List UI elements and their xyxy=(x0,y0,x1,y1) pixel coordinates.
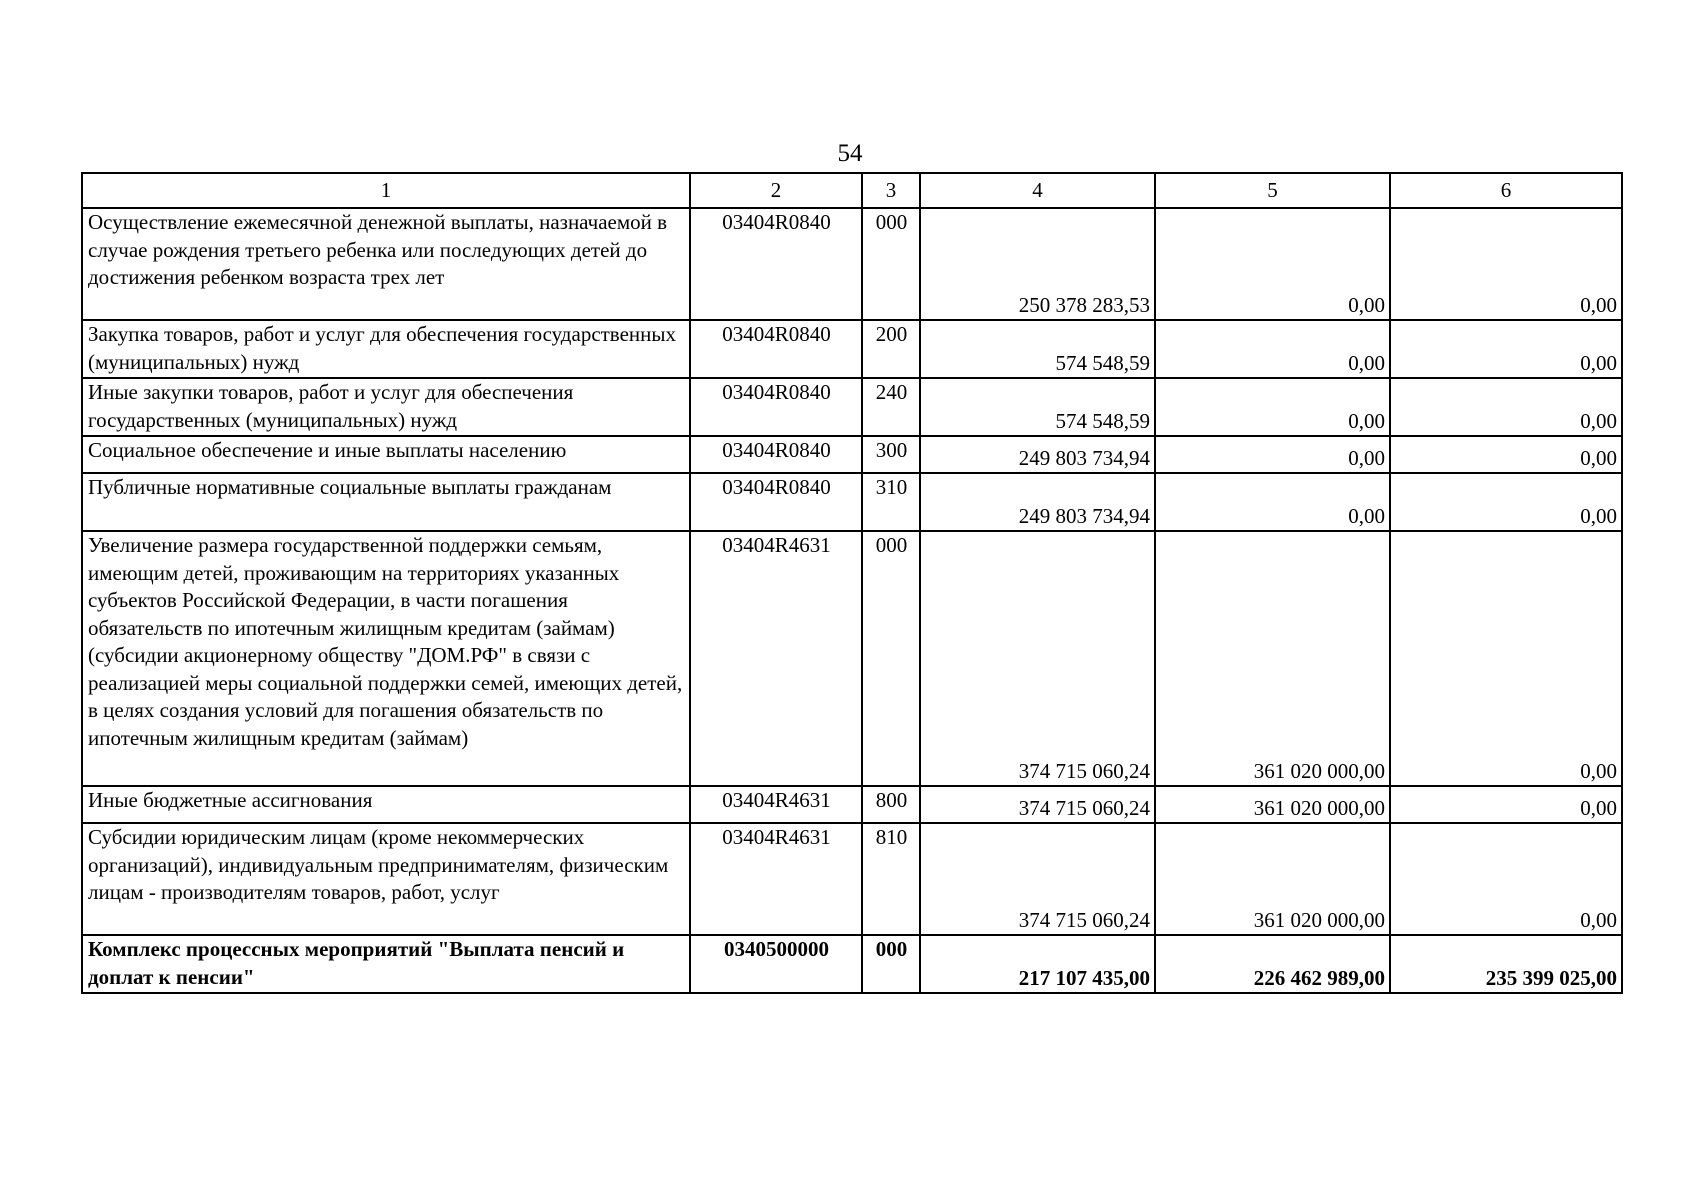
budget-table xyxy=(81,172,1623,994)
amount-col6-cell: 0,00 xyxy=(1390,436,1622,473)
amount-col6-cell: 0,00 xyxy=(1390,823,1622,935)
table-row xyxy=(82,823,1622,935)
amount-col5-cell: 0,00 xyxy=(1155,378,1390,436)
row-name-cell: Комплекс процессных мероприятий "Выплата пенсий и доплат к пенсии" xyxy=(82,935,690,993)
amount-col5-cell: 226 462 989,00 xyxy=(1155,935,1390,993)
expense-kind-cell: 800 xyxy=(862,786,920,823)
amount-col4-cell: 217 107 435,00 xyxy=(920,935,1155,993)
target-code-cell: 03404R0840 xyxy=(690,320,862,378)
row-name-cell: Публичные нормативные социальные выплаты гражданам xyxy=(82,473,690,531)
table-row xyxy=(82,473,1622,531)
amount-col6-cell: 0,00 xyxy=(1390,378,1622,436)
row-name-cell: Иные закупки товаров, работ и услуг для обеспечения государственных (муниципальных) нужд xyxy=(82,378,690,436)
amount-col6-cell: 0,00 xyxy=(1390,320,1622,378)
amount-col5-cell: 361 020 000,00 xyxy=(1155,531,1390,786)
amount-col6-cell: 0,00 xyxy=(1390,208,1622,320)
row-name-cell: Закупка товаров, работ и услуг для обеспечения государственных (муниципальных) нужд xyxy=(82,320,690,378)
table-row xyxy=(82,531,1622,786)
column-header: 6 xyxy=(1390,173,1622,208)
column-header: 4 xyxy=(920,173,1155,208)
expense-kind-cell: 810 xyxy=(862,823,920,935)
expense-kind-cell: 000 xyxy=(862,531,920,786)
expense-kind-cell: 000 xyxy=(862,935,920,993)
table-row xyxy=(82,320,1622,378)
row-name-cell: Увеличение размера государственной поддержки семьям, имеющим детей, проживающим на территориях указанных субъектов Российской Федерации, в части погашения обязательств по ипотечным жилищным кредитам (займам) (субсидии акционерному обществу "ДОМ.РФ" в связи с реализацией меры социальной поддержки семей, имеющих детей, в целях создания условий для погашения обязательств по ипотечным жилищным кредитам (займам) xyxy=(82,531,690,786)
amount-col6-cell: 235 399 025,00 xyxy=(1390,935,1622,993)
table-row xyxy=(82,208,1622,320)
amount-col4-cell: 374 715 060,24 xyxy=(920,823,1155,935)
amount-col4-cell: 250 378 283,53 xyxy=(920,208,1155,320)
table-row xyxy=(82,378,1622,436)
amount-col4-cell: 249 803 734,94 xyxy=(920,436,1155,473)
expense-kind-cell: 000 xyxy=(862,208,920,320)
amount-col5-cell: 0,00 xyxy=(1155,208,1390,320)
column-header: 2 xyxy=(690,173,862,208)
amount-col6-cell: 0,00 xyxy=(1390,473,1622,531)
target-code-cell: 0340500000 xyxy=(690,935,862,993)
amount-col5-cell: 361 020 000,00 xyxy=(1155,786,1390,823)
expense-kind-cell: 300 xyxy=(862,436,920,473)
amount-col5-cell: 361 020 000,00 xyxy=(1155,823,1390,935)
expense-kind-cell: 200 xyxy=(862,320,920,378)
expense-kind-cell: 310 xyxy=(862,473,920,531)
target-code-cell: 03404R4631 xyxy=(690,823,862,935)
amount-col6-cell: 0,00 xyxy=(1390,786,1622,823)
row-name-cell: Иные бюджетные ассигнования xyxy=(82,786,690,823)
target-code-cell: 03404R0840 xyxy=(690,378,862,436)
table-header-row xyxy=(82,173,1622,208)
column-header: 1 xyxy=(82,173,690,208)
row-name-cell: Социальное обеспечение и иные выплаты населению xyxy=(82,436,690,473)
table-row-total xyxy=(82,935,1622,993)
amount-col4-cell: 374 715 060,24 xyxy=(920,786,1155,823)
target-code-cell: 03404R0840 xyxy=(690,473,862,531)
row-name-cell: Субсидии юридическим лицам (кроме некоммерческих организаций), индивидуальным предпринимателям, физическим лицам - производителям товаров, работ, услуг xyxy=(82,823,690,935)
row-name-cell: Осуществление ежемесячной денежной выплаты, назначаемой в случае рождения третьего ребенка или последующих детей до достижения ребенком возраста трех лет xyxy=(82,208,690,320)
target-code-cell: 03404R0840 xyxy=(690,208,862,320)
amount-col4-cell: 574 548,59 xyxy=(920,320,1155,378)
column-header: 3 xyxy=(862,173,920,208)
target-code-cell: 03404R0840 xyxy=(690,436,862,473)
expense-kind-cell: 240 xyxy=(862,378,920,436)
amount-col6-cell: 0,00 xyxy=(1390,531,1622,786)
table-row xyxy=(82,786,1622,823)
table-row xyxy=(82,436,1622,473)
column-header: 5 xyxy=(1155,173,1390,208)
amount-col4-cell: 374 715 060,24 xyxy=(920,531,1155,786)
amount-col5-cell: 0,00 xyxy=(1155,436,1390,473)
target-code-cell: 03404R4631 xyxy=(690,531,862,786)
amount-col5-cell: 0,00 xyxy=(1155,473,1390,531)
page-number: 54 xyxy=(837,140,863,167)
target-code-cell: 03404R4631 xyxy=(690,786,862,823)
amount-col4-cell: 249 803 734,94 xyxy=(920,473,1155,531)
amount-col4-cell: 574 548,59 xyxy=(920,378,1155,436)
amount-col5-cell: 0,00 xyxy=(1155,320,1390,378)
